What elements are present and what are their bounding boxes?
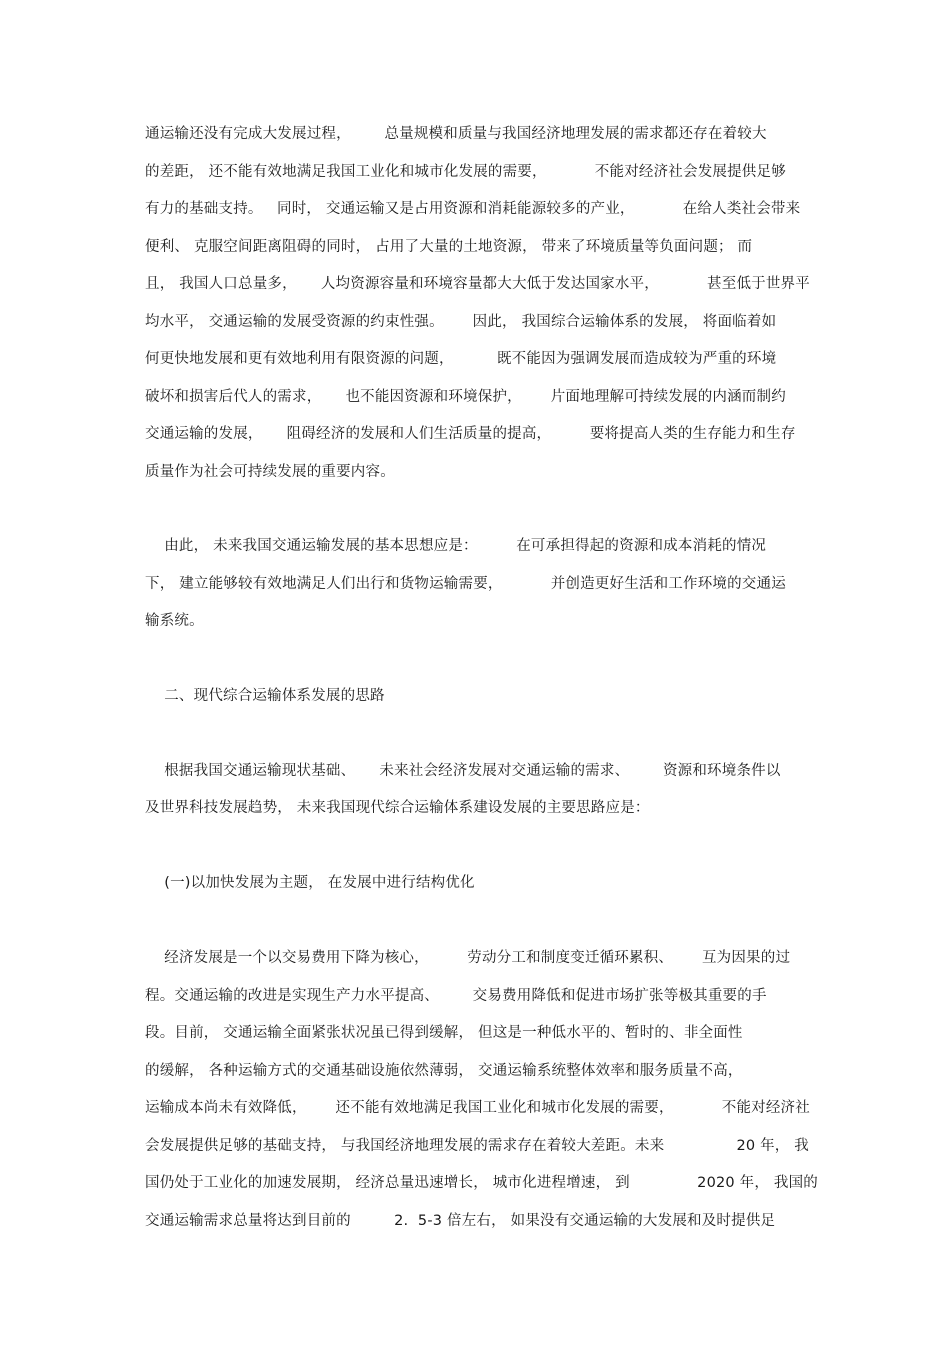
text-line: 通运输还没有完成大发展过程， 总量规模和质量与我国经济地理发展的需求都还存在着较大 xyxy=(145,126,767,142)
text-line: 运输成本尚未有效降低， 还不能有效地满足我国工业化和城市化发展的需要， 不能对经济社 xyxy=(145,1100,810,1116)
text-line: 段。目前， 交通运输全面紧张状况虽已得到缓解， 但这是一种低水平的、暂时的、非全面性 xyxy=(145,1025,743,1041)
text-line: 质量作为社会可持续发展的重要内容。 xyxy=(145,464,395,480)
text-line: 的差距， 还不能有效地满足我国工业化和城市化发展的需要， 不能对经济社会发展提供足够 xyxy=(145,164,786,180)
subsection-heading: (一)以加快发展为主题， 在发展中进行结构优化 xyxy=(145,875,475,891)
text-line: 下， 建立能够较有效地满足人们出行和货物运输需要， 并创造更好生活和工作环境的交通运 xyxy=(145,576,786,592)
text-line: 何更快地发展和更有效地利用有限资源的问题， 既不能因为强调发展而造成较为严重的环境 xyxy=(145,351,777,367)
text-line: 且， 我国人口总量多， 人均资源容量和环境容量都大大低于发达国家水平， 甚至低于世界平 xyxy=(145,276,810,292)
text-line: 的缓解， 各种运输方式的交通基础设施依然薄弱， 交通运输系统整体效率和服务质量不高， xyxy=(145,1063,743,1079)
text-line: 国仍处于工业化的加速发展期， 经济总量迅速增长， 城市化进程增速， 到 2020 年， 我国的 xyxy=(145,1175,818,1191)
text-line: 由此， 未来我国交通运输发展的基本思想应是： 在可承担得起的资源和成本消耗的情况 xyxy=(145,538,767,554)
text-line: 破坏和损害后代人的需求， 也不能因资源和环境保护， 片面地理解可持续发展的内涵而制约 xyxy=(145,389,786,405)
section-heading: 二、现代综合运输体系发展的思路 xyxy=(145,688,385,704)
text-line: 程。交通运输的改进是实现生产力水平提高、 交易费用降低和促进市场扩张等极其重要的手 xyxy=(145,988,767,1004)
text-line: 均水平， 交通运输的发展受资源的约束性强。 因此， 我国综合运输体系的发展， 将面临着如 xyxy=(145,314,777,330)
text-line: 经济发展是一个以交易费用下降为核心， 劳动分工和制度变迁循环累积、 互为因果的过 xyxy=(145,950,791,966)
text-line: 交通运输的发展， 阻碍经济的发展和人们生活质量的提高， 要将提高人类的生存能力和生存 xyxy=(145,426,796,442)
text-line: 根据我国交通运输现状基础、 未来社会经济发展对交通运输的需求、 资源和环境条件以 xyxy=(145,763,781,779)
text-line: 及世界科技发展趋势， 未来我国现代综合运输体系建设发展的主要思路应是： xyxy=(145,800,650,816)
text-line: 会发展提供足够的基础支持， 与我国经济地理发展的需求存在着较大差距。未来 20 年， 我 xyxy=(145,1138,810,1154)
text-line: 有力的基础支持。 同时， 交通运输又是占用资源和消耗能源较多的产业， 在给人类社会带来 xyxy=(145,201,801,217)
text-line: 输系统。 xyxy=(145,613,204,629)
text-line: 便利、 克服空间距离阻碍的同时， 占用了大量的土地资源， 带来了环境质量等负面问题； 而 xyxy=(145,239,753,255)
text-line: 交通运输需求总量将达到目前的 2. 5-3 倍左右， 如果没有交通运输的大发展和及时提供足 xyxy=(145,1213,776,1229)
